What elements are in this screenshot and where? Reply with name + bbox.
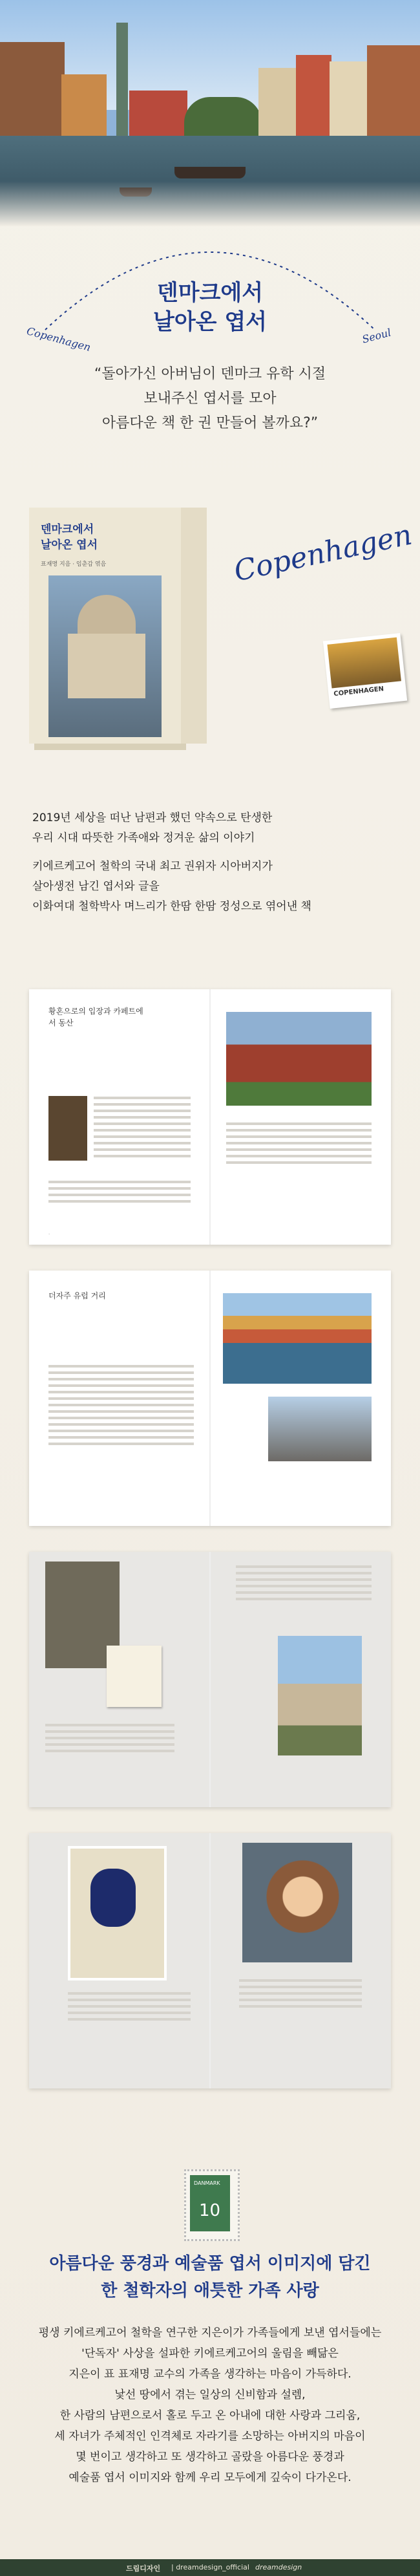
spread-title: 황혼으로의 입장과 카페트에서 동산 — [48, 1007, 143, 1027]
main-title-line2: 날아온 엽서 — [152, 309, 268, 335]
copenhagen-script: Copenhagen — [231, 518, 415, 588]
book-spread-3 — [29, 1552, 391, 1807]
desc-line: 2019년 세상을 떠난 남편과 했던 약속으로 탄생한 — [32, 811, 273, 824]
body-text-placeholder — [226, 1119, 372, 1168]
gutter — [209, 1271, 211, 1526]
footer-brand: 드림디자인 — [126, 2564, 161, 2573]
stamp-country: DANMARK — [194, 2180, 220, 2186]
footer-bar — [0, 2559, 420, 2576]
gutter — [209, 989, 211, 1245]
palace-shape — [68, 634, 145, 698]
postcard — [323, 633, 407, 709]
main-title-line1: 덴마크에서 — [156, 280, 264, 306]
body-line: 세 자녀가 주체적인 인격체로 자라기를 소망하는 아버지의 마음이 — [54, 2430, 366, 2443]
hero-photo — [0, 0, 420, 226]
body-line: 예술품 엽서 이미지와 함께 우리 모두에게 깊숙이 다가온다. — [68, 2471, 352, 2484]
book-subtitle: 표재명 지음 · 임춘갑 엮음 — [41, 561, 107, 568]
spread-title: 더자주 유럽 거리 — [48, 1291, 106, 1300]
body-text-placeholder — [48, 1361, 194, 1449]
book-spread-2 — [29, 1271, 391, 1526]
stamp-inner — [190, 2175, 230, 2231]
script-left: Copenhagen — [25, 325, 92, 354]
desc-line: 키에르케고어 철학의 국내 최고 권위자 시아버지가 — [32, 860, 273, 873]
book-spine — [181, 508, 207, 744]
stamped-postcard — [107, 1646, 162, 1707]
city-hall-photo — [226, 1012, 372, 1106]
headline-line2: 한 철학자의 애틋한 가족 사랑 — [101, 2281, 319, 2301]
description-block-1 — [32, 808, 394, 848]
page-number: · — [48, 1232, 50, 1237]
postcard-label: COPENHAGEN — [333, 685, 384, 698]
stamp-value: 10 — [199, 2201, 221, 2220]
script-right: Seoul — [361, 326, 393, 346]
book-title — [41, 522, 98, 553]
footer-script: dreamdesign — [255, 2563, 302, 2571]
quote-line1: “돌아가신 아버님이 덴마크 유학 시절 — [94, 366, 326, 382]
body-line: 낯선 땅에서 겪는 일상의 신비함과 설렘, — [114, 2388, 306, 2401]
footer-social[interactable]: | dreamdesign_official — [171, 2563, 249, 2571]
church-tower — [116, 23, 128, 152]
body-text-placeholder — [94, 1093, 191, 1161]
quote-line3: 아름다운 책 한 권 만들어 볼까요?” — [101, 415, 319, 431]
desc-line: 이화여대 철학박사 며느리가 한땀 한땀 정성으로 엮어낸 책 — [32, 900, 311, 913]
body-text-placeholder — [45, 1720, 174, 1756]
statue-photo — [48, 1096, 87, 1161]
desc-line: 살아생전 남긴 엽서와 글을 — [32, 880, 160, 893]
headline-line1: 아름다운 풍경과 예술품 엽서 이미지에 담긴 — [49, 2254, 371, 2273]
gutter — [209, 1552, 211, 1807]
nyhavn-photo — [223, 1293, 372, 1384]
body-text-placeholder — [236, 1562, 372, 1604]
book-title-line2: 날아온 엽서 — [41, 539, 98, 552]
boat — [174, 167, 246, 178]
book-cover — [29, 508, 181, 744]
body-line: '단독자' 사상을 설파한 키에르케고어의 울림을 빼닮은 — [81, 2347, 339, 2360]
book-cover-photo — [48, 575, 162, 737]
closing-paragraph — [19, 2323, 401, 2488]
description-block-2 — [32, 857, 394, 917]
renoir-postcard — [242, 1843, 352, 1962]
postcard-photo — [327, 638, 401, 689]
book-spread-1 — [29, 989, 391, 1245]
danmark-stamp — [184, 2169, 240, 2241]
miro-shape — [90, 1869, 136, 1927]
body-line: 한 사람의 남편으로서 홀로 두고 온 아내에 대한 사랑과 그리움, — [59, 2409, 361, 2422]
body-text-placeholder — [68, 1988, 191, 2024]
book-title-line1: 덴마크에서 — [41, 523, 94, 536]
body-text-placeholder — [48, 1177, 191, 1207]
dome-shape — [78, 595, 136, 634]
anchor-photo — [268, 1397, 372, 1461]
quote-line2: 보내주신 엽서를 모아 — [143, 391, 277, 407]
book-spread-4 — [29, 1833, 391, 2088]
body-line: 지은이 표 표재명 교수의 가족을 생각하는 마음이 가득하다. — [68, 2368, 352, 2381]
amalienborg-postcard — [278, 1636, 362, 1755]
body-line: 몇 번이고 생각하고 또 생각하고 골랐을 아름다운 풍경과 — [76, 2451, 344, 2463]
body-text-placeholder — [239, 1975, 362, 2012]
desc-line: 우리 시대 따뜻한 가족애와 정겨운 삶의 이야기 — [32, 832, 255, 844]
gutter — [209, 1833, 211, 2088]
body-line: 평생 키에르케고어 철학을 연구한 지은이가 가족들에게 보낸 엽서들에는 — [38, 2326, 382, 2339]
